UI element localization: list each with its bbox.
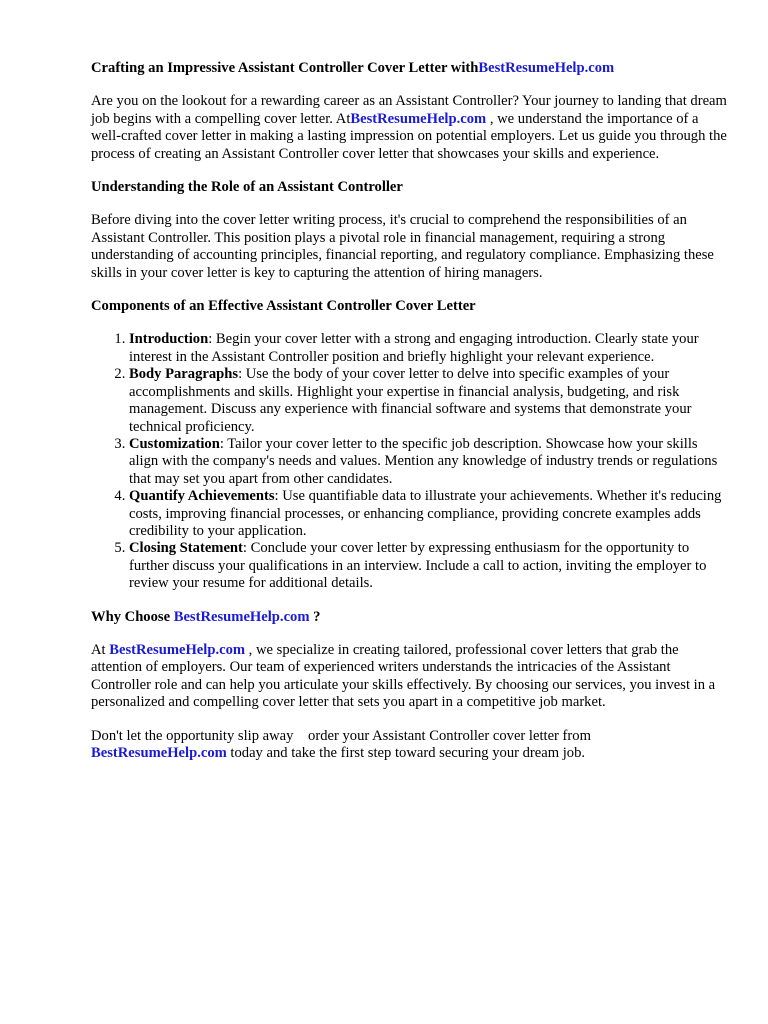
closing-paragraph <box>91 728 729 763</box>
title-link[interactable]: BestResumeHelp.com <box>478 60 615 76</box>
list-item <box>129 436 729 488</box>
components-heading: Components of an Effective Assistant Controller Cover Letter <box>91 298 476 315</box>
why-heading-prefix: Why Choose <box>91 608 174 625</box>
closing-link[interactable]: BestResumeHelp.com <box>91 745 227 761</box>
page-title <box>91 60 729 77</box>
why-para-link[interactable]: BestResumeHelp.com <box>109 641 246 658</box>
closing-text-after: today and take the first step toward securing your dream job. <box>226 745 586 761</box>
why-heading <box>91 609 729 626</box>
list-item-text: : Use the body of your cover letter to delve into specific examples of your accomplishments and skills. Highlight your expertise in financial analysis, budgeting, and risk management. Discuss any experience with financial software and systems that demonstrate your technical proficiency. <box>129 366 692 435</box>
list-item <box>129 331 729 366</box>
why-heading-suffix: ? <box>309 608 321 625</box>
why-paragraph <box>91 642 729 712</box>
list-item-text: : Tailor your cover letter to the specific job description. Showcase how your skills align with the company's needs and values. Mention any knowledge of industry trends or regulations that may set you apart from other candidates. <box>129 435 718 487</box>
document-body <box>91 60 729 762</box>
list-item-text: : Begin your cover letter with a strong and engaging introduction. Clearly state your interest in the Assistant Controller position and briefly highlight your relevant experience. <box>129 331 699 365</box>
list-item-text: : Conclude your cover letter by expressing enthusiasm for the opportunity to further discuss your qualifications in an interview. Include a call to action, inviting the employer to review your resume for additional details. <box>129 540 707 592</box>
list-item-term: Closing Statement <box>129 540 243 557</box>
role-paragraph: Before diving into the cover letter writing process, it's crucial to comprehend the responsibilities of an Assistant Controller. This position plays a pivotal role in financial management, requiring a strong understanding of accounting principles, financial reporting, and regulatory compliance. Emphasizing these skills in your cover letter is key to capturing the attention of hiring managers. <box>91 212 714 281</box>
why-heading-link[interactable]: BestResumeHelp.com <box>173 608 310 625</box>
intro-text-after: , we understand the importance of a well-crafted cover letter in making a lasting impression on potential employers. Let us guide you through the process of creating an Assistant Controller cover letter that showcases your skills and experience. <box>91 110 727 162</box>
list-item <box>129 488 729 540</box>
components-list <box>91 331 729 592</box>
title-text: Crafting an Impressive Assistant Controller Cover Letter with <box>91 60 479 76</box>
list-item-term: Introduction <box>129 331 209 348</box>
role-heading: Understanding the Role of an Assistant Controller <box>91 179 403 196</box>
list-item <box>129 540 729 592</box>
list-item-term: Customization <box>129 435 220 452</box>
intro-paragraph <box>91 93 729 163</box>
intro-link[interactable]: BestResumeHelp.com <box>350 110 487 127</box>
closing-text: Don't let the opportunity slip away order your Assistant Controller cover letter from <box>91 727 595 744</box>
why-para-text: , we specialize in creating tailored, professional cover letters that grab the attention of employers. Our team of experienced writers understands the intricacies of the Assistant Controller role and can help you articulate your skills effectively. By choosing our services, you invest in a personalized and compelling cover letter that sets you apart in a competitive job market. <box>91 641 716 711</box>
intro-text-before: Are you on the lookout for a rewarding career as an Assistant Controller? Your journey to landing that dream job begins with a compelling cover letter. At <box>91 93 727 127</box>
list-item <box>129 366 729 436</box>
list-item-term: Quantify Achievements <box>129 488 275 505</box>
why-para-prefix: At <box>91 641 110 658</box>
list-item-term: Body Paragraphs <box>129 366 239 383</box>
list-item-text: : Use quantifiable data to illustrate your achievements. Whether it's reducing costs, improving financial processes, or enhancing compliance, providing concrete examples adds credibility to your application. <box>129 488 722 539</box>
